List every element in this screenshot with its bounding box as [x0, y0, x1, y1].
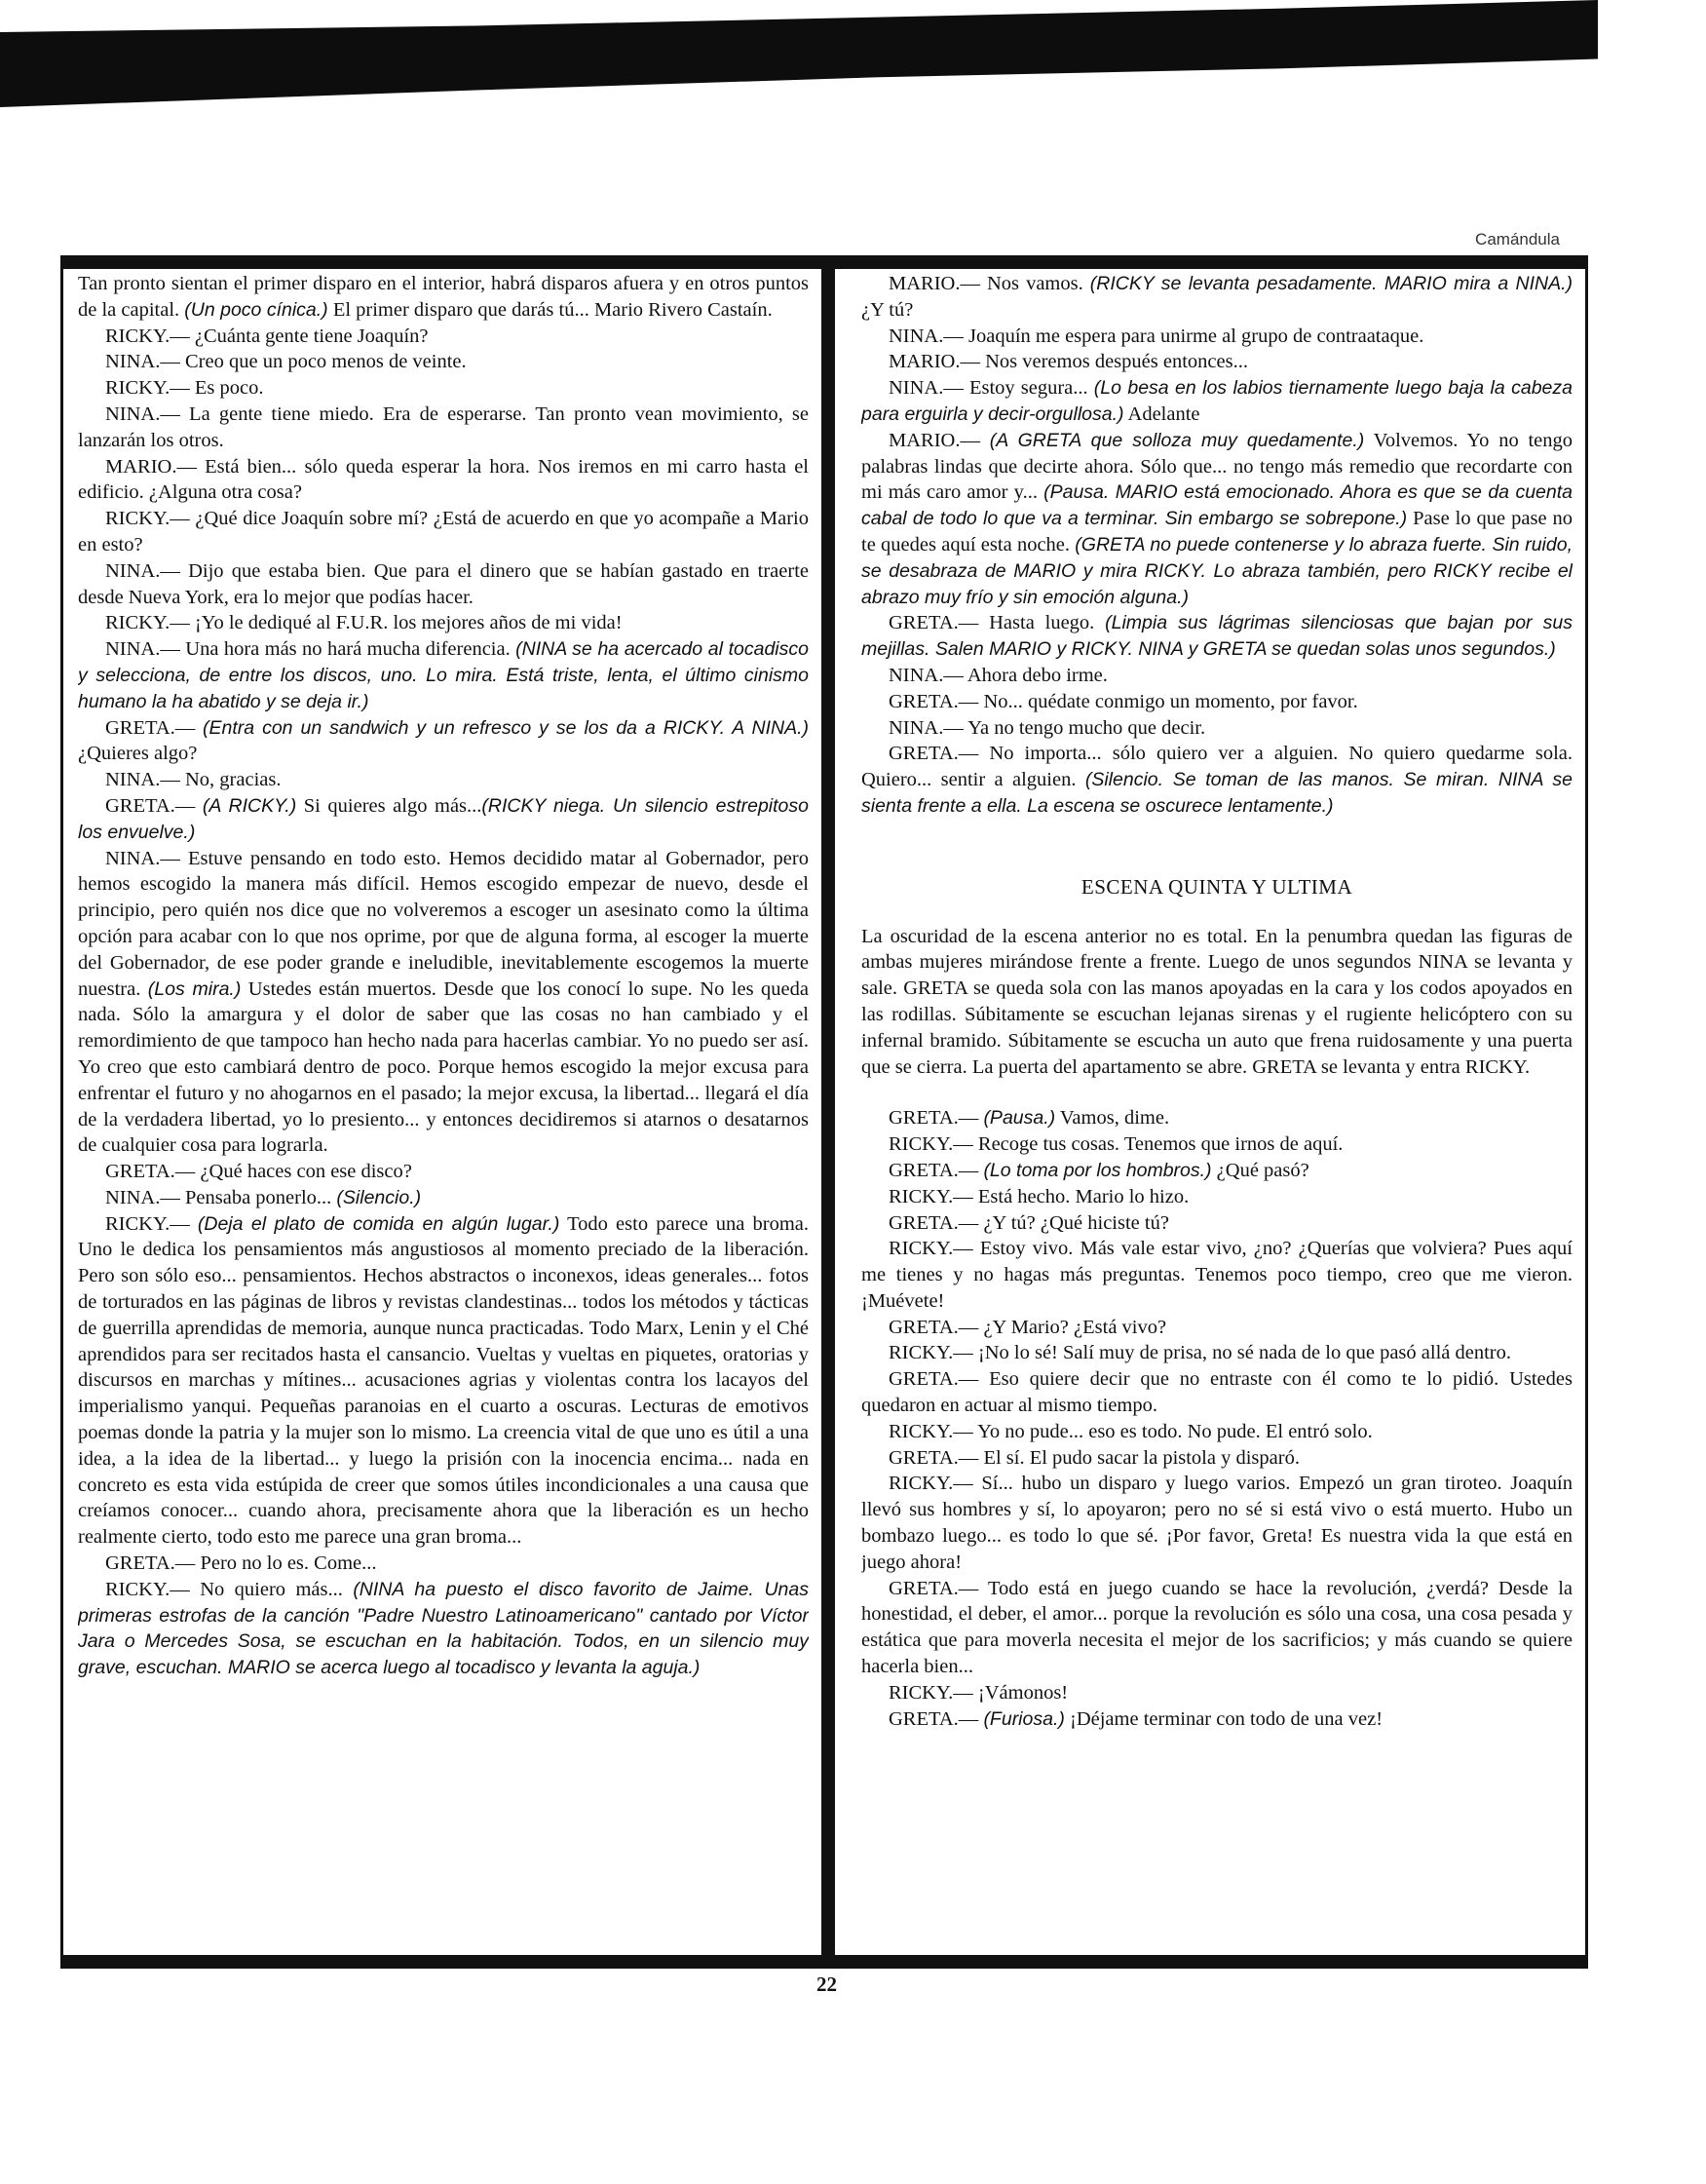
dialogue-line	[861, 663, 1573, 689]
line	[980, 430, 990, 451]
dialogue-line	[78, 558, 809, 611]
speaker: MARIO.—	[889, 351, 980, 373]
line: Es poco.	[189, 377, 264, 400]
line: Está bien... sólo queda esperar la hora. Nos iremos en mi carro hasta el edificio. ¿Alguna otra cosa?	[78, 455, 809, 504]
line: No, gracias.	[179, 769, 282, 791]
line: ¿Cuánta gente tiene Joaquín?	[189, 325, 429, 347]
dialogue-line	[861, 271, 1573, 324]
dialogue-line	[861, 1445, 1573, 1472]
speaker: GRETA.—	[889, 1577, 979, 1599]
speaker: NINA.—	[105, 402, 180, 425]
speaker: RICKY.—	[889, 1238, 973, 1260]
dialogue-line	[78, 1159, 809, 1185]
line: ¿Qué dice Joaquín sobre mí? ¿Está de acuerdo en que yo acompañe a Mario en esto?	[78, 508, 809, 556]
stage-direction: (Limpia sus lágrimas silenciosas que bajan por sus mejillas. Salen MARIO y RICKY. NINA y GRETA se quedan solas unos segundos.)	[861, 612, 1573, 661]
speaker: GRETA.—	[889, 1316, 979, 1338]
line: ¡Yo le dediqué al F.U.R. los mejores años de mi vida!	[189, 612, 623, 634]
speaker: RICKY.—	[105, 1578, 190, 1600]
dialogue-line	[861, 1131, 1573, 1158]
dialogue-line	[78, 636, 809, 714]
stage-direction: (RICKY niega. Un silencio estrepitoso los envuelve.)	[78, 794, 809, 843]
speaker: GRETA.—	[889, 743, 979, 765]
speaker: RICKY.—	[889, 1473, 973, 1495]
dialogue-line	[861, 610, 1573, 663]
speaker: MARIO.—	[889, 429, 980, 451]
dialogue-line	[78, 324, 809, 350]
dialogue-line	[861, 1706, 1573, 1733]
dialogue-line	[861, 1471, 1573, 1575]
column-divider	[821, 269, 835, 1955]
stage-direction: (Silencio. Se toman de las manos. Se miran. NINA se sienta frente a ella. La escena se oscurece lentamente.)	[861, 769, 1573, 817]
line	[195, 795, 203, 817]
line: Pensaba ponerlo...	[179, 1186, 337, 1208]
line: Ya no tengo mucho que decir.	[963, 716, 1206, 739]
speaker: NINA.—	[105, 351, 180, 373]
dialogue-line	[861, 349, 1573, 375]
running-header: Camándula	[1475, 230, 1560, 249]
stage-direction: (Silencio.)	[336, 1186, 422, 1208]
speaker: RICKY.—	[889, 1420, 973, 1442]
stage-direction: (RICKY se levanta pesadamente. MARIO mira a NINA.)	[1089, 273, 1573, 294]
dialogue-line	[78, 454, 809, 507]
line: Estuve pensando en todo esto. Hemos decidido matar al Gobernador, pero hemos escogido la manera más difícil. Hemos escogido empezar de nuevo, desde el principio, pero quién nos dice que no volveremos a escoger un asesinato como la última opción para acabar con lo que nos oprime, por que de alguna forma, al escoger la muerte del Gobernador, de ese poder grande e ineludible, inevitablemente escogemos la muerte nuestra.	[78, 847, 809, 1000]
speaker: NINA.—	[105, 638, 180, 661]
speaker: MARIO.—	[105, 455, 197, 478]
line: Una hora más no hará mucha diferencia.	[179, 638, 516, 661]
line: ¿Y tú?	[861, 298, 914, 321]
line: Si quieres algo más...	[296, 794, 482, 817]
dialogue-line	[78, 846, 809, 1160]
stage-direction: (A GRETA que solloza muy quedamente.)	[989, 429, 1365, 451]
line	[195, 717, 203, 739]
dialogue-line	[861, 689, 1573, 715]
dialogue-line	[861, 1158, 1573, 1184]
scene-intro: La oscuridad de la escena anterior no es total. En la penumbra quedan las figuras de ambas mujeres mirándose frente a frente. Luego de unos segundos NINA se levanta y sale. GRETA se queda sola con las manos apoyadas en la cara y los codos apoyados en las rodillas. Súbitamente se escuchan lejanas sirenas y el rugiente helicóptero con su infernal bramido. Súbitamente se escucha un auto que frena ruidosamente y una puerta que se cierra. La puerta del apartamento se abre. GRETA se levanta y entra RICKY.	[861, 925, 1573, 1078]
dialogue-line	[78, 793, 809, 846]
page-number: 22	[816, 1973, 837, 1996]
dialogue-line	[78, 767, 809, 793]
speaker: GRETA.—	[889, 612, 979, 634]
line: ¿Quieres algo?	[78, 743, 198, 765]
frame-top-rule	[60, 255, 1588, 269]
stage-direction: (NINA se ha acercado al tocadisco y selecciona, de entre los discos, uno. Lo mira. Está triste, lenta, el último cinismo humano la ha abatido y se deja ir.)	[78, 638, 809, 712]
line: Estoy vivo. Más vale estar vivo, ¿no? ¿Querías que volviera? Pues aquí me tienes y no hagas más preguntas. Tenemos poco tiempo, creo que me vieron. ¡Muévete!	[861, 1238, 1573, 1312]
dialogue-line	[78, 1551, 809, 1577]
line: No quiero más...	[189, 1578, 354, 1600]
speaker: NINA.—	[889, 377, 964, 400]
line: El sí. El pudo sacar la pistola y disparó.	[978, 1446, 1300, 1469]
line: No importa... sólo quiero ver a alguien. No quiero quedarme sola. Quiero... sentir a alguien.	[861, 743, 1573, 791]
speaker: NINA.—	[889, 325, 964, 347]
line: ¡No lo sé! Salí muy de prisa, no sé nada de lo que pasó allá dentro.	[972, 1342, 1511, 1364]
speaker: GRETA.—	[105, 1161, 196, 1183]
speaker: RICKY.—	[889, 1133, 973, 1156]
text: Tan pronto sientan el primer disparo en el interior, habrá disparos afuera y en otros puntos de la capital.	[78, 273, 809, 321]
line: La gente tiene miedo. Era de esperarse. Tan pronto vean movimiento, se lanzarán los otros.	[78, 402, 809, 451]
dialogue-line	[78, 349, 809, 375]
speaker: RICKY.—	[105, 325, 190, 347]
dialogue-line	[78, 375, 809, 402]
line: No... quédate conmigo un momento, por favor.	[978, 690, 1358, 712]
speaker: RICKY.—	[105, 508, 190, 530]
dialogue-line	[78, 610, 809, 636]
right-column	[861, 271, 1573, 1952]
dialogue-line	[861, 715, 1573, 742]
line: ¿Qué haces con ese disco?	[195, 1161, 412, 1183]
speaker: GRETA.—	[889, 690, 979, 712]
stage-direction: (Un poco cínica.)	[184, 298, 328, 321]
line: ¡Déjame terminar con todo de una vez!	[1064, 1707, 1384, 1730]
stage-direction: (Furiosa.)	[983, 1707, 1065, 1730]
stage-direction: (Deja el plato de comida en algún lugar.)	[197, 1212, 560, 1235]
line: Estoy segura...	[963, 377, 1094, 400]
scene-heading: ESCENA QUINTA Y ULTIMA	[1080, 874, 1353, 899]
line: Nos veremos después entonces...	[979, 351, 1248, 373]
dialogue-line	[78, 402, 809, 454]
speaker: RICKY.—	[105, 377, 190, 400]
dialogue-line	[78, 506, 809, 558]
dialogue-line	[861, 1576, 1573, 1680]
line: Yo no pude... eso es todo. No pude. El entró solo.	[972, 1420, 1373, 1442]
line: Nos vamos.	[979, 273, 1090, 294]
line: ¿Y tú? ¿Qué hiciste tú?	[978, 1211, 1169, 1234]
dialogue-line	[861, 1419, 1573, 1445]
spacer	[861, 1080, 1573, 1105]
line: Pase lo que pase no te quedes aquí esta noche.	[861, 508, 1573, 556]
line: Creo que un poco menos de veinte.	[179, 351, 467, 373]
speaker: GRETA.—	[105, 1552, 196, 1575]
speaker: GRETA.—	[889, 1446, 979, 1469]
speaker: NINA.—	[105, 559, 180, 582]
line: Volvemos. Yo no tengo palabras lindas que decirte ahora. Sólo que... no tengo más remedio que recordarte con mi más caro amor y...	[861, 429, 1573, 504]
dialogue-line	[78, 1577, 809, 1681]
line: Ustedes están muertos. Desde que los conocí lo supe. No les queda nada. Sólo la amargura y el dolor de saber que las cosas no han cambiado y el remordimiento de que tampoco han hecho nada para hacerlas cambiar. Yo no puedo ser así. Yo creo que esto cambiará dentro de poco. Porque hemos escogido la mejor excusa para enfrentar el futuro y no ahogarnos en el pasado; la mejor excusa, la libertad... llegará el día de la verdadera libertad, yo lo presiento... y entonces decidiremos si atarnos o desatarnos de cualquier cosa para lograrla.	[78, 977, 809, 1157]
dialogue-line	[78, 1211, 809, 1551]
line: Eso quiere decir que no entraste con él como te lo pidió. Ustedes quedaron en actuar al mismo tiempo.	[861, 1368, 1573, 1417]
speaker: GRETA.—	[889, 1211, 979, 1234]
speaker: RICKY.—	[105, 612, 190, 634]
dialogue-line	[861, 375, 1573, 428]
line: Pero no lo es. Come...	[195, 1552, 377, 1575]
paragraph	[78, 271, 809, 324]
stage-direction: (Los mira.)	[147, 977, 242, 1000]
dialogue-line	[78, 715, 809, 768]
line: Sí... hubo un disparo y luego varios. Empezó un gran tiroteo. Joaquín llevó sus hombres y sí, lo apoyaron; pero no sé si está vivo o está muerto. Hubo un bombazo luego... es todo lo que sé. ¡Por favor, Greta! Es nuestra vida la que está en juego ahora!	[861, 1473, 1573, 1573]
line: ¿Y Mario? ¿Está vivo?	[978, 1316, 1167, 1338]
stage-direction: (Lo besa en los labios tiernamente luego baja la cabeza para erguirla y decir-orgullosa.)	[861, 377, 1573, 425]
dialogue-line	[861, 1105, 1573, 1131]
speaker: MARIO.—	[889, 273, 980, 294]
frame-bottom-rule	[60, 1955, 1588, 1969]
line: Vamos, dime.	[1055, 1107, 1170, 1130]
line: Todo está en juego cuando se hace la revolución, ¿verdá? Desde la honestidad, el deber, el amor... porque la revolución es sólo una cosa, una cosa pesada y estática que para moverla necesita el mejor de los sacrificios; y más cuando se quiere hacerla bien...	[861, 1577, 1573, 1678]
speaker: GRETA.—	[105, 794, 196, 817]
scan-top-band	[0, 0, 1598, 107]
speaker: GRETA.—	[105, 716, 196, 739]
dialogue-line	[861, 1680, 1573, 1706]
speaker: NINA.—	[889, 664, 964, 686]
speaker: NINA.—	[105, 847, 180, 869]
line: Joaquín me espera para unirme al grupo de contraataque.	[963, 325, 1424, 347]
dialogue-line	[861, 1236, 1573, 1314]
speaker: NINA.—	[889, 716, 964, 739]
line: Todo esto parece una broma. Uno le dedica los pensamientos más angustiosos al momento preciado de la liberación. Pero son sólo eso... pensamientos. Hechos abstractos o inconexos, ideas generales... fotos de torturados en las páginas de libros y revistas clandestinas... todos los métodos y tácticas de guerrilla aprendidas de memoria, aunque nunca practicadas. Todo Marx, Lenin y el Ché aprendidos para ser recitados hasta el cansancio. Vueltas y vueltas en piquetes, oratorias y discursos en marchas y mítines... acusaciones agrias y violentas contra los lacayos del imperialismo yanqui. Pequeñas paranoias en el cuarto a oscuras. Lecturas de emotivos poemas donde la patria y la mujer son lo mismo. La creencia vital de que uno es útil a una idea, a la idea de la libertad... y luego la prisión con la inocencia encima... nada en concreto es esta vida estúpida de creer que somos útiles incondicionales a una causa que creíamos conocer... cuando ahora, precisamente ahora que la liberación es un hecho realmente cierto, todo esto me parece una gran broma...	[78, 1212, 809, 1549]
speaker: NINA.—	[105, 1186, 180, 1208]
line: Recoge tus cosas. Tenemos que irnos de aquí.	[972, 1133, 1344, 1156]
line: Hasta luego.	[978, 612, 1106, 634]
speaker: RICKY.—	[105, 1212, 190, 1235]
stage-direction: (Entra con un sandwich y un refresco y se los da a RICKY. A NINA.)	[203, 716, 809, 739]
stage-direction: (NINA ha puesto el disco favorito de Jaime. Unas primeras estrofas de la canción "Padre Nuestro Latinoamericano" cantado por Víctor Jara o Mercedes Sosa, se escuchan en la habitación. Todos, en un silencio muy grave, escuchan. MARIO se acerca luego al tocadisco y levanta la aguja.)	[78, 1578, 809, 1679]
speaker: RICKY.—	[889, 1681, 973, 1704]
dialogue-line	[861, 428, 1573, 611]
dialogue-line	[861, 1184, 1573, 1210]
text: El primer disparo que darás tú... Mario Rivero Castaín.	[327, 298, 773, 321]
line: Adelante	[1123, 402, 1200, 425]
dialogue-line	[861, 1366, 1573, 1419]
speaker: RICKY.—	[889, 1342, 973, 1364]
stage-direction: (Lo toma por los hombros.)	[983, 1159, 1212, 1181]
dialogue-line	[861, 1340, 1573, 1366]
left-column	[78, 271, 809, 1952]
line: Está hecho. Mario lo hizo.	[972, 1185, 1190, 1207]
dialogue-line	[78, 1185, 809, 1211]
speaker: GRETA.—	[889, 1368, 979, 1391]
stage-direction: (A RICKY.)	[202, 794, 297, 817]
line: Ahora debo irme.	[963, 664, 1108, 686]
stage-direction: (GRETA no puede contenerse y lo abraza fuerte. Sin ruido, se desabraza de MARIO y mira RICKY. Lo abraza también, pero RICKY recibe el abrazo muy frío y sin emoción alguna.)	[861, 533, 1573, 608]
speaker: GRETA.—	[889, 1107, 979, 1130]
line	[190, 1213, 198, 1235]
speaker: GRETA.—	[889, 1159, 979, 1181]
stage-direction: (Pausa. MARIO está emocionado. Ahora es que se da cuenta cabal de todo lo que va a terminar. Sin embargo se sobrepone.)	[861, 481, 1573, 530]
dialogue-line	[861, 1210, 1573, 1237]
stage-direction: (Pausa.)	[983, 1107, 1056, 1130]
line: ¡Vámonos!	[972, 1681, 1069, 1704]
line: Dijo que estaba bien. Que para el dinero que se habían gastado en traerte desde Nueva York, era lo mejor que podías hacer.	[78, 559, 809, 608]
speaker: GRETA.—	[889, 1707, 979, 1730]
dialogue-line	[861, 741, 1573, 819]
speaker: RICKY.—	[889, 1185, 973, 1207]
dialogue-line	[861, 1315, 1573, 1341]
dialogue-line	[861, 324, 1573, 350]
line: ¿Qué pasó?	[1211, 1159, 1309, 1181]
speaker: NINA.—	[105, 769, 180, 791]
